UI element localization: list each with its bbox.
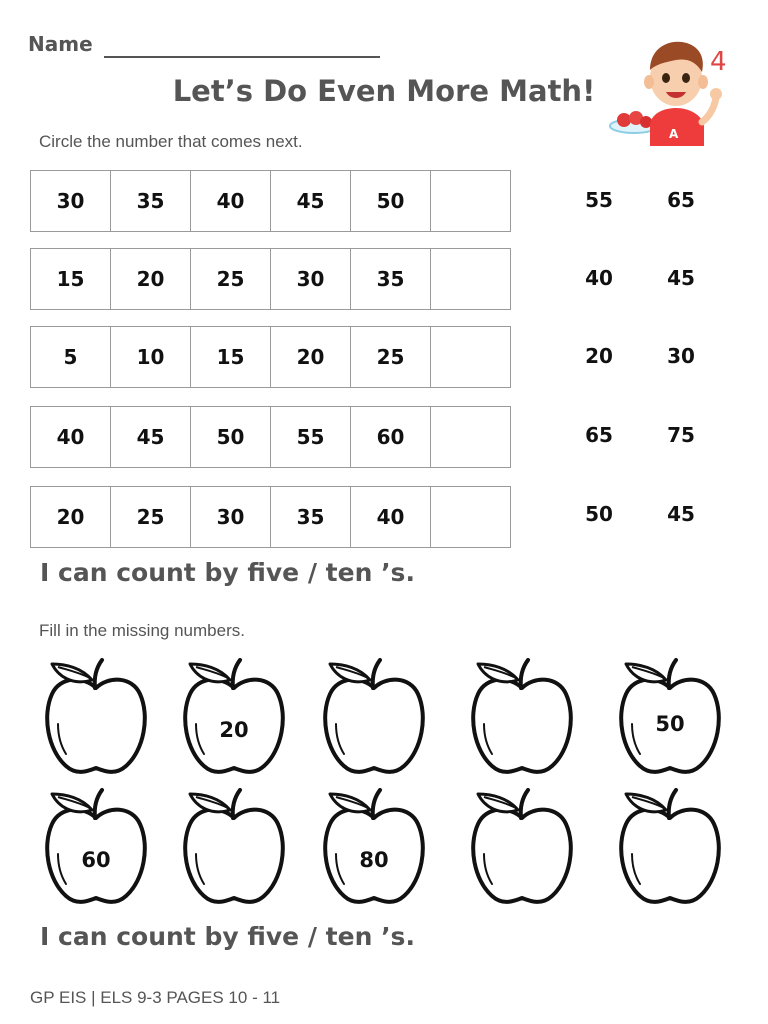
choice-option[interactable]: 20 (585, 344, 613, 368)
apple-box[interactable] (618, 654, 722, 778)
sequence-cell: 40 (31, 407, 111, 468)
apple-number: 60 (81, 848, 111, 872)
sequence-cell: 35 (351, 249, 431, 310)
sequence-cell: 60 (351, 407, 431, 468)
sequence-cell: 35 (111, 171, 191, 232)
section1-statement: I can count by five / ten ’s. (40, 558, 415, 587)
apple-box[interactable] (182, 654, 286, 778)
sequence-cell: 20 (31, 487, 111, 548)
apple-icon (322, 784, 426, 908)
badge-number: 4 (710, 47, 727, 77)
sequence-cell: 55 (271, 407, 351, 468)
sequence-row (30, 326, 511, 388)
apple-icon (44, 654, 148, 778)
apple-box[interactable] (182, 784, 286, 908)
sequence-cell: 40 (351, 487, 431, 548)
choice-option[interactable]: 45 (667, 502, 695, 526)
sequence-cell: 30 (191, 487, 271, 548)
page-title: Let’s Do Even More Math! (172, 74, 596, 108)
sequence-cell: 30 (271, 249, 351, 310)
sequence-cell: 25 (351, 327, 431, 388)
apple-number: 80 (359, 848, 389, 872)
sequence-row (30, 406, 511, 468)
apple-box[interactable] (470, 784, 574, 908)
apple-box[interactable] (322, 784, 426, 908)
sequence-row (30, 248, 511, 310)
svg-text:A: A (669, 127, 679, 141)
choice-option[interactable]: 75 (667, 423, 695, 447)
sequence-cell: 25 (191, 249, 271, 310)
apple-box[interactable] (618, 784, 722, 908)
apple-icon (182, 654, 286, 778)
boy-mascot-illustration (606, 34, 736, 150)
apple-number: 50 (655, 712, 685, 736)
sequence-cell: 40 (191, 171, 271, 232)
apple-box[interactable] (470, 654, 574, 778)
sequence-cell: 30 (31, 171, 111, 232)
sequence-row (30, 486, 511, 548)
choice-option[interactable]: 65 (585, 423, 613, 447)
section1-instruction: Circle the number that comes next. (39, 132, 303, 151)
apple-icon (470, 654, 574, 778)
sequence-cell: 20 (271, 327, 351, 388)
section2-statement: I can count by five / ten ’s. (40, 922, 415, 951)
choice-option[interactable]: 65 (667, 188, 695, 212)
apple-box[interactable] (44, 784, 148, 908)
sequence-cell: 50 (351, 171, 431, 232)
name-label: Name (28, 32, 93, 56)
apple-icon (322, 654, 426, 778)
sequence-cell: 20 (111, 249, 191, 310)
name-field-line[interactable] (104, 56, 380, 58)
choice-option[interactable]: 45 (667, 266, 695, 290)
sequence-cell: 35 (271, 487, 351, 548)
sequence-cell: 15 (31, 249, 111, 310)
sequence-cell: 45 (111, 407, 191, 468)
apple-box[interactable] (44, 654, 148, 778)
answer-cell[interactable] (431, 171, 511, 232)
sequence-cell: 15 (191, 327, 271, 388)
sequence-cell: 10 (111, 327, 191, 388)
apple-box[interactable] (322, 654, 426, 778)
choice-option[interactable]: 40 (585, 266, 613, 290)
answer-cell[interactable] (431, 327, 511, 388)
sequence-cell: 5 (31, 327, 111, 388)
apple-icon (44, 784, 148, 908)
choice-option[interactable]: 50 (585, 502, 613, 526)
sequence-row (30, 170, 511, 232)
answer-cell[interactable] (431, 407, 511, 468)
sequence-cell: 45 (271, 171, 351, 232)
sequence-cell: 25 (111, 487, 191, 548)
footer-text: GP EIS | ELS 9-3 PAGES 10 - 11 (30, 988, 281, 1007)
choice-option[interactable]: 55 (585, 188, 613, 212)
choice-option[interactable]: 30 (667, 344, 695, 368)
apple-icon (182, 784, 286, 908)
answer-cell[interactable] (431, 249, 511, 310)
section2-instruction: Fill in the missing numbers. (39, 621, 245, 640)
apple-icon (618, 784, 722, 908)
sequence-cell: 50 (191, 407, 271, 468)
apple-number: 20 (219, 718, 249, 742)
answer-cell[interactable] (431, 487, 511, 548)
apple-icon (470, 784, 574, 908)
